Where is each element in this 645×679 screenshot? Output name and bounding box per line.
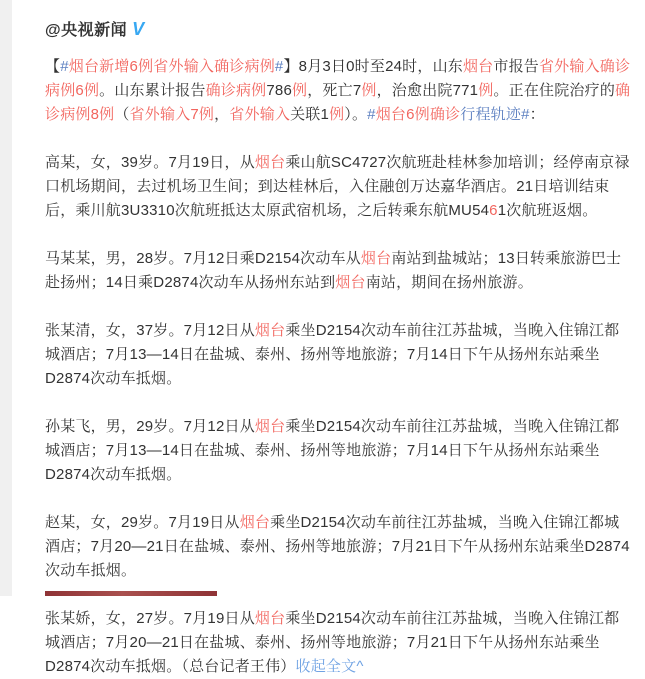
text-run: （: [114, 106, 130, 123]
text-run: 乘坐D2154次动车前往江苏盐城，当晚入住锦江都城酒店；7月13—14日在盐城、泰州、扬州等地旅游；7月14日下午从扬州东站乘坐D2874次动车抵烟。: [45, 418, 620, 483]
text-run: 。山东累计报告: [99, 82, 206, 99]
case-paragraph-zhangj: [45, 607, 631, 679]
text-run: 南站到盐城站；13日转乘旅游巴士赴扬州；14日乘D2874次动车从扬州东站到: [45, 250, 622, 291]
highlighted-keyword: 烟台: [335, 274, 366, 291]
highlighted-keyword: 确诊病例8例: [45, 82, 631, 123]
text-run: 。正在住院治疗的: [493, 82, 616, 99]
text-run: 乘山航SC4727次航班赴桂林参加培训；经停南京禄口机场期间，去过机场卫生间；到达桂林后，入住融创万达嘉华酒店。21日培训结束后，乘川航3U3310次航班抵达太原武宿机场，之后转乘东航MU54: [45, 154, 630, 219]
text-run: ，死亡7: [307, 82, 362, 99]
text-run: ）。: [344, 106, 368, 123]
highlighted-keyword: 烟台: [462, 58, 494, 75]
text-run: 【: [45, 58, 61, 75]
highlighted-keyword: 烟台: [254, 322, 286, 339]
text-run: 1次航班返烟。: [497, 202, 598, 219]
highlighted-keyword: 省外输入7例: [129, 106, 215, 123]
verified-badge-icon: V: [132, 19, 145, 39]
highlighted-keyword: 例: [329, 106, 345, 123]
highlighted-keyword: 烟台: [360, 250, 392, 267]
case-paragraph-ma: [45, 247, 631, 295]
text-run: 张某清，女，37岁。7月12日从: [45, 322, 255, 339]
case-paragraph-gao: [45, 151, 631, 223]
highlighted-keyword: 省外输入确诊病例6例: [45, 58, 631, 99]
text-run: 乘坐D2154次动车前往江苏盐城，当晚入住锦江都城酒店；7月20—21日在盐城、泰州、扬州等地旅游；7月21日下午从扬州东站乘坐D2874次动车抵烟。（总台记者王伟）: [45, 610, 620, 675]
post-header: [45, 17, 631, 40]
highlighted-keyword: 烟台: [239, 514, 271, 531]
highlighted-keyword: 烟台6例确诊: [375, 106, 461, 123]
text-run: 乘坐D2154次动车前往江苏盐城，当晚入住锦江都城酒店；7月13—14日在盐城、泰州、扬州等地旅游；7月14日下午从扬州东站乘坐D2874次动车抵烟。: [45, 322, 620, 387]
text-run: 马某某，男，28岁。7月12日乘D2154次动车从: [45, 250, 361, 267]
attached-media-cropped-edge[interactable]: [45, 591, 217, 596]
post-intro-paragraph: [45, 55, 631, 127]
text-run: ，: [214, 106, 230, 123]
collapse-full-text-link[interactable]: 收起全文^: [295, 658, 364, 675]
highlighted-keyword: 例: [478, 82, 494, 99]
highlighted-keyword: 省外输入: [229, 106, 291, 123]
text-run: 】8月3日0时至24时，山东: [283, 58, 463, 75]
text-run: 关联1: [290, 106, 330, 123]
text-run: 张某娇，女，27岁。7月19日从: [45, 610, 255, 627]
text-run: 市报告: [493, 58, 539, 75]
case-paragraph-zhao: [45, 511, 631, 583]
text-run: 786: [266, 82, 293, 99]
text-run: 孙某飞，男，29岁。7月12日从: [45, 418, 255, 435]
highlighted-keyword: 例: [361, 82, 377, 99]
highlighted-keyword: 烟台: [254, 610, 286, 627]
hashtag-link[interactable]: #: [60, 58, 69, 75]
case-paragraph-zhangq: [45, 319, 631, 391]
post-panel: [12, 0, 645, 675]
text-run: 南站，期间在扬州旅游。: [365, 274, 533, 291]
highlighted-keyword: 烟台: [254, 418, 286, 435]
text-run: 高某，女，39岁。7月19日，从: [45, 154, 255, 171]
case-paragraph-sun: [45, 415, 631, 487]
highlighted-keyword: 确诊病例: [205, 82, 267, 99]
highlighted-keyword: 烟台新增6例省外输入确诊病例: [68, 58, 275, 75]
text-run: ：: [529, 106, 545, 123]
hashtag-link[interactable]: #: [367, 106, 376, 123]
text-run: ，治愈出院771: [376, 82, 479, 99]
post-content: [45, 55, 631, 679]
text-run: 乘坐D2154次动车前往江苏盐城，当晚入住锦江都城酒店；7月20—21日在盐城、泰州、扬州等地旅游；7月21日下午从扬州东站乘坐D2874次动车抵烟。: [45, 514, 630, 579]
hashtag-link[interactable]: #: [274, 58, 284, 75]
username-link[interactable]: @央视新闻: [45, 22, 128, 39]
hashtag-link[interactable]: 行程轨迹#: [460, 106, 530, 123]
highlighted-keyword: 6: [489, 202, 498, 219]
highlighted-keyword: 例: [292, 82, 308, 99]
text-run: 赵某，女，29岁。7月19日从: [45, 514, 240, 531]
highlighted-keyword: 烟台: [254, 154, 286, 171]
